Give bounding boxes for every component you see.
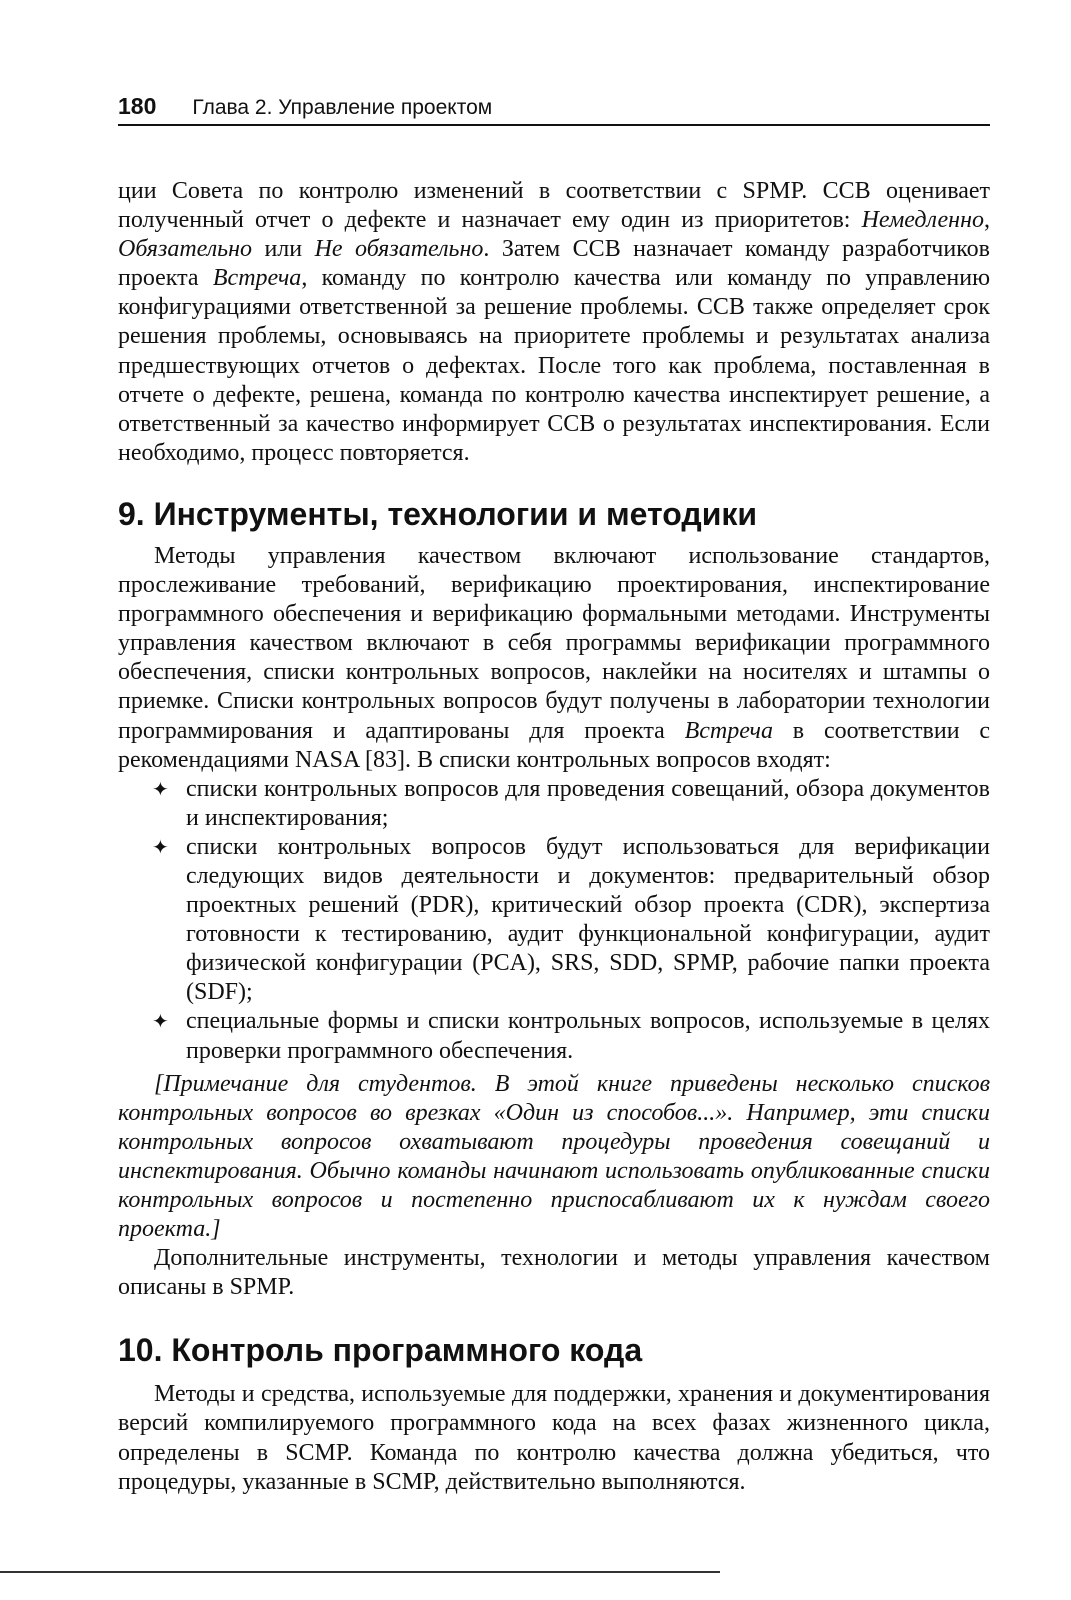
section-9-heading: 9. Инструменты, технологии и методики: [118, 495, 758, 532]
list-item-text: списки контрольных вопросов будут использоваться для верификации следующих видов деятельности и документов: предварительный обзор проектных решений (PDR), критический обзор проекта (CDR), экспертиза готовности к тестированию, аудит функциональной конфигурации, аудит физической конфигурации (PCA), SRS, SDD, SPMP, рабочие папки проекта (SDF);: [186, 833, 990, 1006]
student-note: [Примечание для студентов. В этой книге приведены несколько списков контрольных вопросов во врезках «Один из способов...». Например, эти списки контрольных вопросов охватывают процедуры проведения совещаний и инспектирования. Обычно команды начинают использовать опубликованные списки контрольных вопросов и постепенно приспосабливают их к нуждам своего проекта.]: [118, 1070, 990, 1243]
priority-mandatory: Обязательно: [118, 236, 253, 263]
four-pointed-star-icon: ✦: [152, 834, 169, 859]
section-9-closing: Дополнительные инструменты, технологии и методы управления качеством описаны в SPMP.: [118, 1245, 990, 1301]
section-10-heading: 10. Контроль программного кода: [118, 1332, 643, 1369]
scan-edge-line: [0, 1571, 720, 1573]
page-number: 180: [118, 93, 157, 119]
intro-text-part: ции Совета по контролю изменений в соответствии с SPMP. CCB оценивает полученный отчет о дефекте и назначает ему один из приоритетов:: [118, 178, 990, 234]
intro-separator: или: [252, 236, 315, 263]
page-body: [118, 177, 990, 1497]
priority-optional: Не обязательно: [314, 236, 484, 263]
section-9-text-part: в соответствии с рекомендациями NASA [83]. В списки контрольных вопросов входят:: [118, 717, 990, 773]
intro-text-part: . Затем CCB назначает команду разработчиков проекта: [118, 236, 990, 292]
section-10-paragraph: Методы и средства, используемые для поддержки, хранения и документирования версий компилируемого программного кода на всех фазах жизненного цикла, определены в SCMP. Команда по контролю качества должна убедиться, что процедуры, указанные в SCMP, действительно выполняются.: [118, 1381, 990, 1495]
priority-immediately: Немедленно: [861, 207, 984, 234]
list-item: [118, 1007, 990, 1065]
intro-paragraph: [118, 177, 990, 468]
running-head: [118, 92, 990, 124]
section-9-paragraph: [118, 542, 990, 775]
project-name: Встреча: [212, 265, 302, 292]
intro-text-part: , команду по контролю качества или команду по управлению конфигурациями ответственной за решение проблемы. CCB также определяет срок решения проблемы, основываясь на приоритете проблемы и результатах анализа предшествующих отчетов о дефектах. После того как проблема, поставленная в отчете о дефекте, решена, команда по контролю качества инспектирует решение, а ответственный за качество информирует CCB о результатах инспектирования. Если необходимо, процесс повторяется.: [118, 265, 990, 466]
four-pointed-star-icon: ✦: [152, 776, 169, 801]
list-item-text: специальные формы и списки контрольных вопросов, используемые в целях проверки программного обеспечения.: [186, 1008, 990, 1064]
checklist-bullets: [118, 775, 990, 1066]
intro-separator: ,: [984, 207, 990, 234]
list-item: [118, 833, 990, 1008]
header-rule: [118, 124, 990, 126]
project-name: Встреча: [684, 717, 774, 744]
four-pointed-star-icon: ✦: [152, 1009, 169, 1034]
section-9-text-part: Методы управления качеством включают использование стандартов, прослеживание требований, верификацию проектирования, инспектирование программного обеспечения и верификацию формальными методами. Инструменты управления качеством включают в себя программы верификации программного обеспечения, списки контрольных вопросов, наклейки на носителях и штампы о приемке. Списки контрольных вопросов будут получены в лаборатории технологии программирования и адаптированы для проекта: [118, 542, 990, 744]
chapter-title: Глава 2. Управление проектом: [192, 96, 493, 119]
list-item: [118, 775, 990, 833]
list-item-text: списки контрольных вопросов для проведения совещаний, обзора документов и инспектирования;: [186, 775, 990, 831]
